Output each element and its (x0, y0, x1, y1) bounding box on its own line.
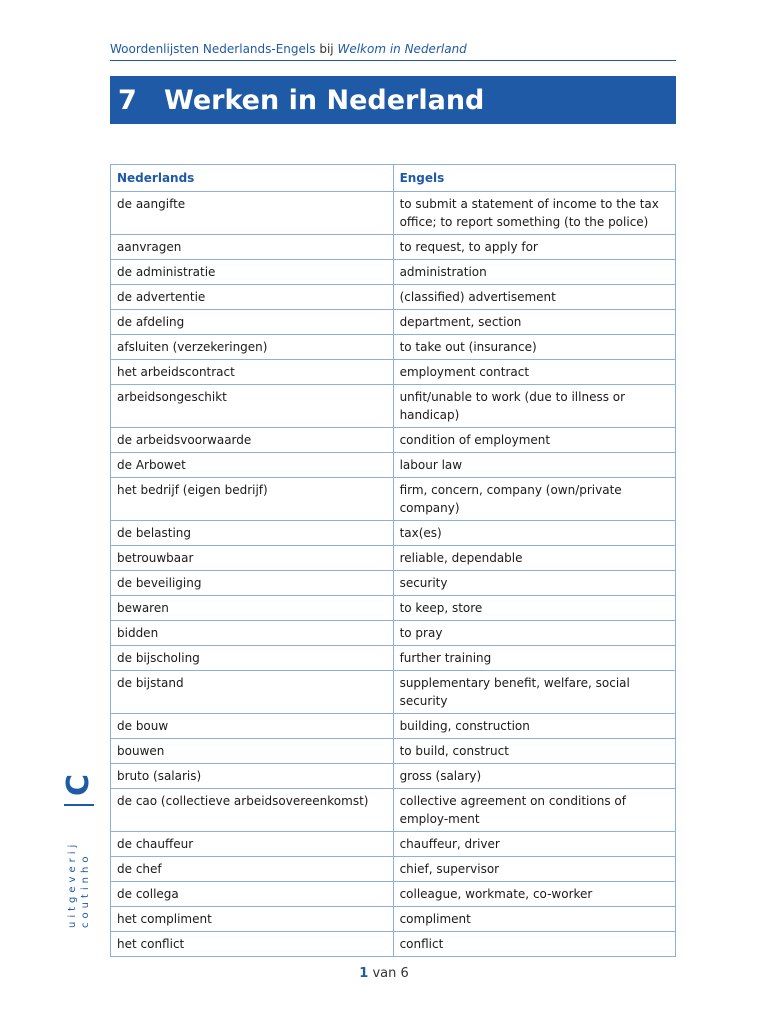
cell-english: administration (393, 260, 675, 285)
table-row (111, 335, 676, 360)
cell-dutch: de advertentie (111, 285, 394, 310)
table-row (111, 596, 676, 621)
table-row (111, 192, 676, 235)
table-row (111, 932, 676, 957)
page-number: 1 (359, 966, 369, 981)
table-header-row (111, 165, 676, 192)
cell-english: gross (salary) (393, 764, 675, 789)
table-row (111, 285, 676, 310)
cell-dutch: de beveiliging (111, 571, 394, 596)
cell-dutch: het bedrijf (eigen bedrijf) (111, 478, 394, 521)
table-row (111, 235, 676, 260)
table-row (111, 621, 676, 646)
table-row (111, 832, 676, 857)
cell-dutch: de bijscholing (111, 646, 394, 671)
table-row (111, 360, 676, 385)
cell-english: colleague, workmate, co-worker (393, 882, 675, 907)
cell-dutch: de chauffeur (111, 832, 394, 857)
vocabulary-table (110, 164, 676, 957)
table-row (111, 546, 676, 571)
publisher-line2: coutinho (80, 852, 91, 928)
cell-dutch: de aangifte (111, 192, 394, 235)
table-row (111, 671, 676, 714)
column-header-dutch: Nederlands (111, 165, 394, 192)
cell-english: to submit a statement of income to the tax office; to report something (to the police) (393, 192, 675, 235)
cell-dutch: de cao (collectieve arbeidsovereenkomst) (111, 789, 394, 832)
cell-english: further training (393, 646, 675, 671)
page-total: van 6 (372, 966, 409, 981)
cell-english: to request, to apply for (393, 235, 675, 260)
cell-dutch: bouwen (111, 739, 394, 764)
column-header-english: Engels (393, 165, 675, 192)
cell-english: (classified) advertisement (393, 285, 675, 310)
table-row (111, 521, 676, 546)
table-row (111, 646, 676, 671)
cell-dutch: de collega (111, 882, 394, 907)
cell-dutch: betrouwbaar (111, 546, 394, 571)
cell-dutch: de chef (111, 857, 394, 882)
chapter-title: Werken in Nederland (164, 84, 485, 116)
cell-english: chauffeur, driver (393, 832, 675, 857)
cell-dutch: afsluiten (verzekeringen) (111, 335, 394, 360)
table-row (111, 571, 676, 596)
cell-dutch: de belasting (111, 521, 394, 546)
publisher-name (66, 798, 92, 928)
table-row (111, 764, 676, 789)
cell-dutch: het compliment (111, 907, 394, 932)
cell-english: unfit/unable to work (due to illness or handicap) (393, 385, 675, 428)
table-row (111, 739, 676, 764)
cell-english: employment contract (393, 360, 675, 385)
header-connector: bij (319, 42, 334, 56)
table-row (111, 260, 676, 285)
table-body (111, 192, 676, 957)
table-row (111, 857, 676, 882)
table-row (111, 310, 676, 335)
table-row (111, 428, 676, 453)
cell-english: department, section (393, 310, 675, 335)
cell-english: to pray (393, 621, 675, 646)
table-row (111, 882, 676, 907)
cell-dutch: het arbeidscontract (111, 360, 394, 385)
cell-dutch: het conflict (111, 932, 394, 957)
cell-english: to build, construct (393, 739, 675, 764)
cell-english: to take out (insurance) (393, 335, 675, 360)
cell-dutch: de bouw (111, 714, 394, 739)
table-row (111, 907, 676, 932)
cell-english: supplementary benefit, welfare, social security (393, 671, 675, 714)
cell-dutch: bruto (salaris) (111, 764, 394, 789)
cell-english: conflict (393, 932, 675, 957)
cell-english: building, construction (393, 714, 675, 739)
cell-english: collective agreement on conditions of employ-ment (393, 789, 675, 832)
running-header (110, 42, 676, 61)
cell-english: condition of employment (393, 428, 675, 453)
cell-english: reliable, dependable (393, 546, 675, 571)
table-row (111, 789, 676, 832)
cell-english: to keep, store (393, 596, 675, 621)
series-title: Woordenlijsten Nederlands-Engels (110, 42, 316, 56)
cell-english: chief, supervisor (393, 857, 675, 882)
cell-dutch: aanvragen (111, 235, 394, 260)
table-row (111, 478, 676, 521)
cell-dutch: arbeidsongeschikt (111, 385, 394, 428)
cell-english: tax(es) (393, 521, 675, 546)
cell-dutch: de Arbowet (111, 453, 394, 478)
publisher-c-icon: C (61, 773, 96, 797)
table-row (111, 714, 676, 739)
publisher-logo (60, 770, 106, 940)
table-row (111, 453, 676, 478)
cell-english: security (393, 571, 675, 596)
chapter-number: 7 (118, 84, 137, 116)
cell-english: labour law (393, 453, 675, 478)
cell-dutch: de administratie (111, 260, 394, 285)
cell-dutch: bewaren (111, 596, 394, 621)
page-footer (0, 966, 768, 981)
cell-dutch: bidden (111, 621, 394, 646)
cell-dutch: de afdeling (111, 310, 394, 335)
cell-english: compliment (393, 907, 675, 932)
table-row (111, 385, 676, 428)
cell-english: firm, concern, company (own/private company) (393, 478, 675, 521)
cell-dutch: de arbeidsvoorwaarde (111, 428, 394, 453)
chapter-banner (110, 76, 676, 124)
publisher-line1: uitgeverij (67, 840, 78, 928)
cell-dutch: de bijstand (111, 671, 394, 714)
book-title: Welkom in Nederland (337, 42, 467, 56)
